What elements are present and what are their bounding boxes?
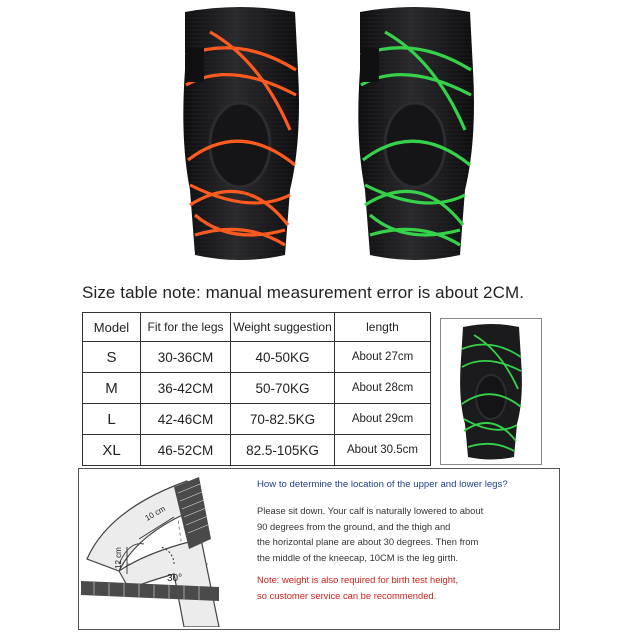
knee-sleeves-product-image <box>150 0 495 270</box>
knee-sleeve-thumbnail <box>440 318 542 465</box>
cell-length: About 28cm <box>335 373 431 404</box>
cell-length: About 29cm <box>335 404 431 435</box>
cell-fit: 36-42CM <box>141 373 231 404</box>
cell-length: About 30.5cm <box>335 435 431 466</box>
cell-weight: 40-50KG <box>231 342 335 373</box>
label-12cm: 12 cm <box>114 547 123 569</box>
orange-knee-sleeve <box>183 7 299 260</box>
cell-weight: 82.5-105KG <box>231 435 335 466</box>
cell-size: S <box>83 342 141 373</box>
header-length: length <box>335 313 431 342</box>
howto-line: the horizontal plane are about 30 degrees. Then from <box>257 536 479 547</box>
cell-fit: 46-52CM <box>141 435 231 466</box>
header-model: Model <box>83 313 141 342</box>
howto-note <box>257 572 552 603</box>
cell-weight: 70-82.5KG <box>231 404 335 435</box>
cell-length: About 27cm <box>335 342 431 373</box>
howto-line: the middle of the kneecap, 10CM is the leg girth. <box>257 551 459 563</box>
measurement-guide <box>78 468 560 630</box>
howto-body <box>257 503 552 565</box>
label-10cm: 10 cm <box>143 504 167 523</box>
note-line: so customer service can be recommended. <box>257 589 437 601</box>
cell-fit: 42-46CM <box>141 404 231 435</box>
cell-weight: 50-70KG <box>231 373 335 404</box>
header-weight: Weight suggestion <box>231 313 335 342</box>
leg-measurement-diagram <box>79 469 249 627</box>
size-table <box>82 312 431 466</box>
howto-line: Please sit down. Your calf is naturally lowered to about <box>257 505 484 516</box>
cell-size: L <box>83 404 141 435</box>
green-knee-sleeve <box>358 7 474 260</box>
cell-size: M <box>83 373 141 404</box>
table-row <box>83 435 431 466</box>
table-header-row <box>83 313 431 342</box>
howto-line: 90 degrees from the ground, and the thigh and <box>257 520 451 532</box>
cell-size: XL <box>83 435 141 466</box>
table-row <box>83 342 431 373</box>
table-row <box>83 373 431 404</box>
size-table-note: Size table note: manual measurement error is about 2CM. <box>82 283 525 302</box>
header-fit: Fit for the legs <box>141 313 231 342</box>
howto-text-block <box>257 479 552 603</box>
cell-fit: 30-36CM <box>141 342 231 373</box>
table-row <box>83 404 431 435</box>
note-line: Note: weight is also required for birth test height, <box>257 574 459 585</box>
howto-title: How to determine the location of the upper and lower legs? <box>257 479 508 490</box>
label-angle: 30° <box>167 573 183 584</box>
